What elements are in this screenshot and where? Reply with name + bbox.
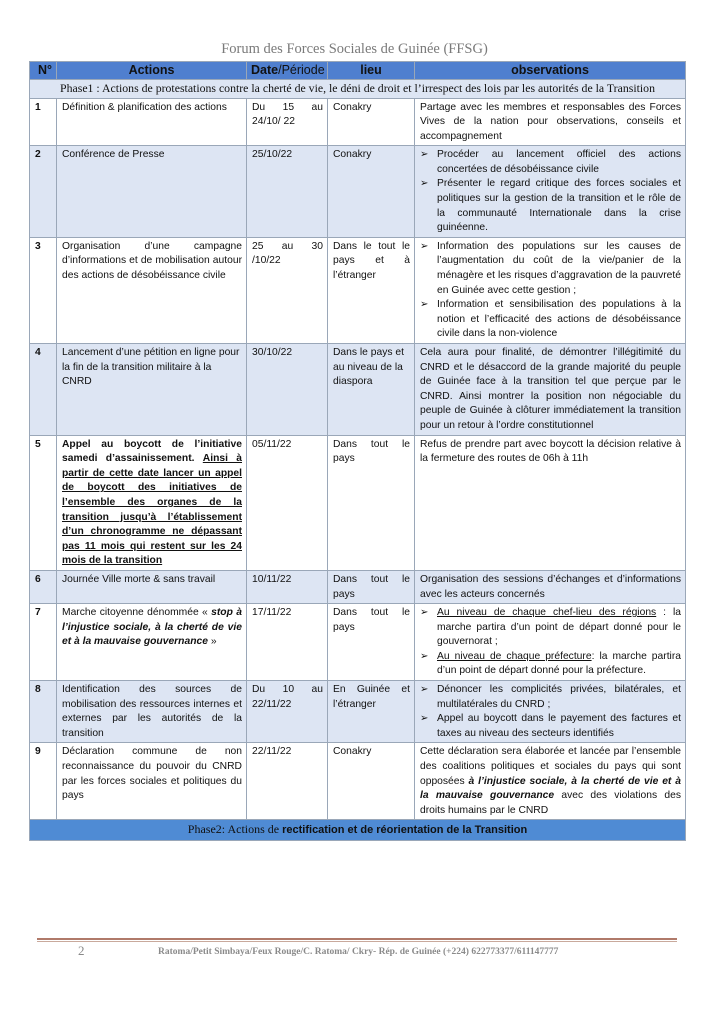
table-row <box>30 237 686 343</box>
row-date: 05/11/22 <box>247 435 328 570</box>
row-action: Identification des sources de mobilisation des ressources internes et externes par les autorités de la transition <box>57 681 247 743</box>
phase1-heading: Phase1 : Actions de protestations contre la cherté de vie, le déni de droit et l’irrespect des lois par les autorités de la Transition <box>30 80 686 99</box>
row-number: 3 <box>30 237 57 343</box>
table-row <box>30 570 686 603</box>
row-lieu: Dans tout le pays <box>328 604 415 681</box>
row-lieu: En Guinée et l’étranger <box>328 681 415 743</box>
footer-address: Ratoma/Petit Simbaya/Feux Rouge/C. Ratoma/ Ckry- Rép. de Guinée (+224) 622773377/611147777 <box>158 947 559 957</box>
row-number: 2 <box>30 146 57 238</box>
col-header-date: Date/Période <box>247 62 328 80</box>
col-header-lieu: lieu <box>328 62 415 80</box>
row-observations: Cette déclaration sera élaborée et lancée par l’ensemble des coalitions politiques et sociales du pays qui sont opposées à l’injustice sociale, à la cherté de vie et à la mauvaise gouvernance avec des violations des droits humains par le CNRD <box>415 743 686 820</box>
phase2-heading: Phase2: Actions de rectification et de réorientation de la Transition <box>30 820 686 841</box>
row-observations <box>415 237 686 343</box>
row-number: 9 <box>30 743 57 820</box>
table-row <box>30 435 686 570</box>
table-header-row <box>30 62 686 80</box>
row-action: Déclaration commune de non reconnaissance du pouvoir du CNRD par les forces sociales et politiques du pays <box>57 743 247 820</box>
observation-bullet: ➢ Dénoncer les complicités privées, bilatérales, et multilatérales du CNRD ; <box>420 683 681 712</box>
table-row <box>30 604 686 681</box>
row-number: 5 <box>30 435 57 570</box>
row-date: Du 10 au 22/11/22 <box>247 681 328 743</box>
row-observations: Organisation des sessions d’échanges et d’informations avec les acteurs concernés <box>415 570 686 603</box>
observation-bullet: ➢ Au niveau de chaque préfecture: la marche partira d’un point de départ donné pour la préfecture. <box>420 650 681 679</box>
row-date: 22/11/22 <box>247 743 328 820</box>
row-number: 1 <box>30 98 57 146</box>
row-number: 6 <box>30 570 57 603</box>
row-action: Marche citoyenne dénommée « stop à l’injustice sociale, à la cherté de vie et à la mauvaise gouvernance » <box>57 604 247 681</box>
row-action: Journée Ville morte & sans travail <box>57 570 247 603</box>
row-date: 25 au 30 /10/22 <box>247 237 328 343</box>
observation-bullet: ➢ Procéder au lancement officiel des actions concertées de désobéissance civile <box>420 148 681 177</box>
row-lieu: Dans tout le pays <box>328 570 415 603</box>
row-date: 30/10/22 <box>247 344 328 436</box>
table-row <box>30 146 686 238</box>
col-header-number: N° <box>30 62 57 80</box>
observation-bullet: ➢ Appel au boycott dans le payement des factures et taxes au niveau des secteurs identifiés <box>420 712 681 741</box>
row-action: Définition & planification des actions <box>57 98 247 146</box>
footer-divider <box>37 938 677 940</box>
row-date: 10/11/22 <box>247 570 328 603</box>
row-action: Conférence de Presse <box>57 146 247 238</box>
table-row <box>30 344 686 436</box>
row-observations: Refus de prendre part avec boycott la décision relative à la fermeture des routes de 06h à 11h <box>415 435 686 570</box>
observation-bullet: ➢ Information et sensibilisation des populations à la notion et l’efficacité des actions de désobéissance civile dans la non-violence <box>420 298 681 342</box>
row-lieu: Conakry <box>328 146 415 238</box>
page-header-title: Forum des Forces Sociales de Guinée (FFSG) <box>221 41 488 57</box>
row-date: 25/10/22 <box>247 146 328 238</box>
observation-bullet: ➢ Présenter le regard critique des forces sociales et politiques sur la gestion de la transition et le rôle de la communauté Internationale dans la crise guinéenne. <box>420 177 681 235</box>
row-observations <box>415 146 686 238</box>
col-header-observations: observations <box>415 62 686 80</box>
table-row <box>30 98 686 146</box>
table-row <box>30 743 686 820</box>
row-lieu: Dans tout le pays <box>328 435 415 570</box>
row-action: Appel au boycott de l’initiative samedi d’assainissement. Ainsi à partir de cette date lancer un appel de boycott des initiatives de l’ensemble des organes de la transition jusqu’à l’établissement d’un chronogramme ne dépassant pas 11 mois qui restent sur les 24 mois de la transition <box>57 435 247 570</box>
row-number: 8 <box>30 681 57 743</box>
row-observations <box>415 681 686 743</box>
row-date: 17/11/22 <box>247 604 328 681</box>
observation-bullet: ➢ Information des populations sur les causes de l’augmentation du coût de la vie/panier de la ménagère et les risques d’aggravation de la pauvreté en Guinée avec cette gestion ; <box>420 240 681 298</box>
row-lieu: Dans le pays et au niveau de la diaspora <box>328 344 415 436</box>
row-action: Organisation d’une campagne d’informations et de mobilisation autour des actions de désobéissance civile <box>57 237 247 343</box>
row-number: 4 <box>30 344 57 436</box>
row-observations: Cela aura pour finalité, de démontrer l’illégitimité du CNRD et le désaccord de la grande majorité du peuple de Guinée face à la transition tel que perçue par le CNRD. Ainsi montrer la position non négociable du peuple de Guinée à clôturer immédiatement la transition pour un retour à l’ordre constitutionnel <box>415 344 686 436</box>
row-lieu: Conakry <box>328 743 415 820</box>
page-number: 2 <box>78 943 85 958</box>
table-row <box>30 681 686 743</box>
actions-table <box>29 61 686 841</box>
row-lieu: Dans le tout le pays et à l’étranger <box>328 237 415 343</box>
row-observations: Partage avec les membres et responsables des Forces Vives de la nation pour observations, conseils et accompagnement <box>415 98 686 146</box>
row-number: 7 <box>30 604 57 681</box>
row-observations <box>415 604 686 681</box>
observation-bullet: ➢ Au niveau de chaque chef-lieu des régions : la marche partira d’un point de départ donné pour le gouvernorat ; <box>420 606 681 650</box>
footer-divider-thin <box>37 941 677 942</box>
row-action: Lancement d’une pétition en ligne pour la fin de la transition militaire à la CNRD <box>57 344 247 436</box>
col-header-actions: Actions <box>57 62 247 80</box>
row-date: Du 15 au 24/10/ 22 <box>247 98 328 146</box>
row-lieu: Conakry <box>328 98 415 146</box>
